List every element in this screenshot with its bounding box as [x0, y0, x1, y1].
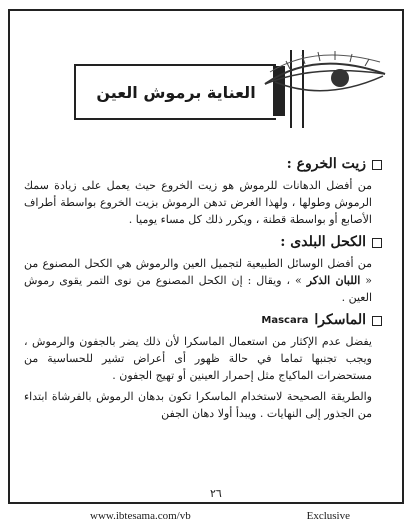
section-title-text: زيت الخروع : — [286, 156, 366, 172]
footer-label: Exclusive — [306, 510, 350, 522]
checkbox-bullet-icon — [372, 160, 382, 170]
checkbox-bullet-icon — [372, 238, 382, 248]
page-title: العناية برموش العين — [74, 64, 276, 120]
paragraph: يفضل عدم الإكثار من استعمال الماسكرا لأن ذلك يضر بالجفون والرموش ، ويجب تجنبها تماما في حالة ظهور أى أعراض تشير للحساسية من مستحضرات الماكياج مثل إحمرار العينين أو تهيج الجفون . — [24, 335, 372, 382]
section-title-text: الماسكرا — [314, 312, 366, 328]
paragraph-text: من أفضل الوسائل الطبيعية لتجميل العين والرموش هي الكحل المصنوع من « — [24, 257, 373, 287]
eye-illustration-icon — [255, 44, 395, 114]
footer-url: www.ibtesama.com/vb — [90, 510, 191, 522]
section-title-kohl — [24, 234, 382, 251]
footer — [90, 510, 350, 522]
article-body — [24, 150, 382, 426]
section-title-mascara — [24, 312, 382, 329]
section-title-text: الكحل البلدى : — [280, 234, 366, 250]
section-title-latin: Mascara — [261, 315, 309, 326]
paragraph: من أفضل الدهانات للرموش هو زيت الخروع حيث يعمل على زيادة سمك الرموش وطولها ، ولهذا الغرض تدهن الرموش بزيت الخروع بواسطة أطراف الأصابع أو بواسطة قطنة ، ويكرر ذلك كل مساء يوميا . — [24, 179, 372, 226]
section-title-castor-oil — [24, 156, 382, 173]
page-number: ٢٦ — [210, 487, 222, 500]
checkbox-bullet-icon — [372, 316, 382, 326]
paragraph: والطريقة الصحيحة لاستخدام الماسكرا تكون بدهان الرموش بالفرشاة ابتداء من الجذور إلى النهايات . ويبدأ أولا دهان الجفن — [24, 390, 372, 420]
paragraph — [24, 255, 382, 306]
paragraph-text: » ، ويقال : إن الكحل المصنوع من نوى التمر يقوى رموش العين . — [24, 274, 372, 304]
paragraph-emphasis: اللبان الذكر — [306, 274, 361, 287]
